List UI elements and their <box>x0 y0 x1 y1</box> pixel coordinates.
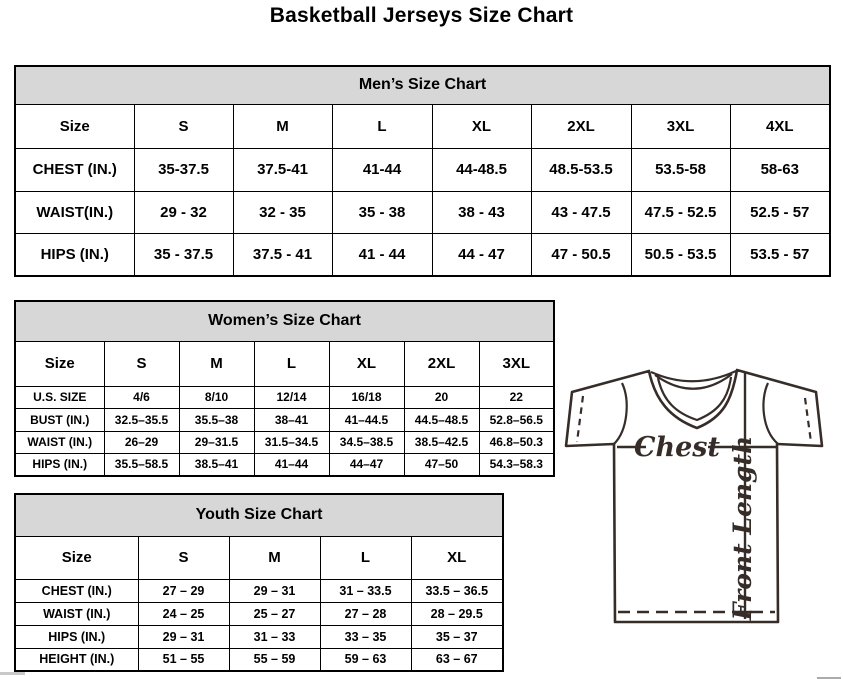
table-title-row <box>15 494 503 536</box>
table-cell: 37.5-41 <box>233 148 332 191</box>
table-cell: 53.5-58 <box>631 148 730 191</box>
table-cell: 52.8–56.5 <box>479 408 554 431</box>
table-cell: 16/18 <box>329 386 404 408</box>
table-title-row <box>15 301 554 341</box>
table-cell: 47–50 <box>404 453 479 476</box>
chest-measure-label: Chest <box>634 432 720 463</box>
table-cell: 63 – 67 <box>411 648 503 671</box>
column-header: 4XL <box>730 104 830 148</box>
table-cell: 34.5–38.5 <box>329 431 404 453</box>
column-header: Size <box>15 104 134 148</box>
womens-size-table <box>14 300 555 477</box>
table-cell: 35.5–38 <box>179 408 254 431</box>
column-header: Size <box>15 536 138 579</box>
column-header: XL <box>432 104 531 148</box>
table-cell: 46.8–50.3 <box>479 431 554 453</box>
table-cell: 37.5 - 41 <box>233 233 332 276</box>
row-label: WAIST (IN.) <box>15 602 138 625</box>
jersey-diagram <box>555 345 843 679</box>
table-cell: 27 – 28 <box>320 602 411 625</box>
row-label: HIPS (IN.) <box>15 453 104 476</box>
table-cell: 22 <box>479 386 554 408</box>
row-label: CHEST (IN.) <box>15 148 134 191</box>
table-cell: 35-37.5 <box>134 148 233 191</box>
row-label: HIPS (IN.) <box>15 233 134 276</box>
column-header: 3XL <box>479 341 554 386</box>
table-cell: 38.5–41 <box>179 453 254 476</box>
table-cell: 31.5–34.5 <box>254 431 329 453</box>
table-cell: 4/6 <box>104 386 179 408</box>
table-cell: 31 – 33.5 <box>320 579 411 602</box>
table-row <box>15 602 503 625</box>
table-row <box>15 431 554 453</box>
table-cell: 53.5 - 57 <box>730 233 830 276</box>
row-label: HEIGHT (IN.) <box>15 648 138 671</box>
table-cell: 27 – 29 <box>138 579 229 602</box>
table-cell: 24 – 25 <box>138 602 229 625</box>
table-cell: 54.3–58.3 <box>479 453 554 476</box>
table-title: Youth Size Chart <box>15 494 503 536</box>
table-row <box>15 386 554 408</box>
table-cell: 38–41 <box>254 408 329 431</box>
column-header: S <box>138 536 229 579</box>
table-cell: 32.5–35.5 <box>104 408 179 431</box>
table-title: Men’s Size Chart <box>15 66 830 104</box>
table-cell: 26–29 <box>104 431 179 453</box>
column-header: L <box>320 536 411 579</box>
column-header-row <box>15 536 503 579</box>
table-cell: 47.5 - 52.5 <box>631 191 730 233</box>
column-header: Size <box>15 341 104 386</box>
front-length-label: Front Length <box>728 435 757 621</box>
table-cell: 32 - 35 <box>233 191 332 233</box>
table-cell: 28 – 29.5 <box>411 602 503 625</box>
column-header: S <box>104 341 179 386</box>
table-cell: 33.5 – 36.5 <box>411 579 503 602</box>
table-cell: 47 - 50.5 <box>531 233 631 276</box>
column-header: 2XL <box>531 104 631 148</box>
table-cell: 44-48.5 <box>432 148 531 191</box>
mens-size-table <box>14 65 831 277</box>
table-row <box>15 453 554 476</box>
table-cell: 58-63 <box>730 148 830 191</box>
table-row <box>15 648 503 671</box>
table-cell: 35 - 37.5 <box>134 233 233 276</box>
column-header: M <box>233 104 332 148</box>
table-cell: 25 – 27 <box>229 602 320 625</box>
column-header: S <box>134 104 233 148</box>
row-label: WAIST (IN.) <box>15 431 104 453</box>
table-cell: 29 – 31 <box>229 579 320 602</box>
table-cell: 29–31.5 <box>179 431 254 453</box>
table-cell: 33 – 35 <box>320 625 411 648</box>
row-label: CHEST (IN.) <box>15 579 138 602</box>
table-cell: 59 – 63 <box>320 648 411 671</box>
table-row <box>15 579 503 602</box>
table-cell: 29 - 32 <box>134 191 233 233</box>
row-label: WAIST(IN.) <box>15 191 134 233</box>
jersey-outline <box>566 370 822 622</box>
table-cell: 38.5–42.5 <box>404 431 479 453</box>
table-cell: 35.5–58.5 <box>104 453 179 476</box>
table-cell: 51 – 55 <box>138 648 229 671</box>
column-header: L <box>254 341 329 386</box>
row-label: BUST (IN.) <box>15 408 104 431</box>
column-header: XL <box>329 341 404 386</box>
table-cell: 44.5–48.5 <box>404 408 479 431</box>
table-cell: 29 – 31 <box>138 625 229 648</box>
table-cell: 8/10 <box>179 386 254 408</box>
table-title: Women’s Size Chart <box>15 301 554 341</box>
youth-size-table <box>14 493 504 672</box>
table-cell: 41-44 <box>332 148 432 191</box>
column-header-row <box>15 341 554 386</box>
row-label: HIPS (IN.) <box>15 625 138 648</box>
table-row <box>15 233 830 276</box>
table-cell: 31 – 33 <box>229 625 320 648</box>
column-header-row <box>15 104 830 148</box>
page-title: Basketball Jerseys Size Chart <box>269 4 574 27</box>
column-header: M <box>179 341 254 386</box>
table-cell: 35 – 37 <box>411 625 503 648</box>
table-row <box>15 191 830 233</box>
table-row <box>15 148 830 191</box>
horizontal-scrollbar-fragment-left[interactable] <box>0 672 25 675</box>
table-row <box>15 625 503 648</box>
table-cell: 43 - 47.5 <box>531 191 631 233</box>
table-row <box>15 408 554 431</box>
table-cell: 55 – 59 <box>229 648 320 671</box>
table-cell: 44 - 47 <box>432 233 531 276</box>
table-cell: 41–44.5 <box>329 408 404 431</box>
table-cell: 12/14 <box>254 386 329 408</box>
column-header: XL <box>411 536 503 579</box>
row-label: U.S. SIZE <box>15 386 104 408</box>
table-cell: 48.5-53.5 <box>531 148 631 191</box>
table-cell: 41 - 44 <box>332 233 432 276</box>
table-title-row <box>15 66 830 104</box>
table-cell: 35 - 38 <box>332 191 432 233</box>
table-cell: 52.5 - 57 <box>730 191 830 233</box>
table-cell: 41–44 <box>254 453 329 476</box>
table-cell: 44–47 <box>329 453 404 476</box>
table-cell: 50.5 - 53.5 <box>631 233 730 276</box>
column-header: L <box>332 104 432 148</box>
column-header: 3XL <box>631 104 730 148</box>
table-cell: 38 - 43 <box>432 191 531 233</box>
column-header: 2XL <box>404 341 479 386</box>
table-cell: 20 <box>404 386 479 408</box>
column-header: M <box>229 536 320 579</box>
